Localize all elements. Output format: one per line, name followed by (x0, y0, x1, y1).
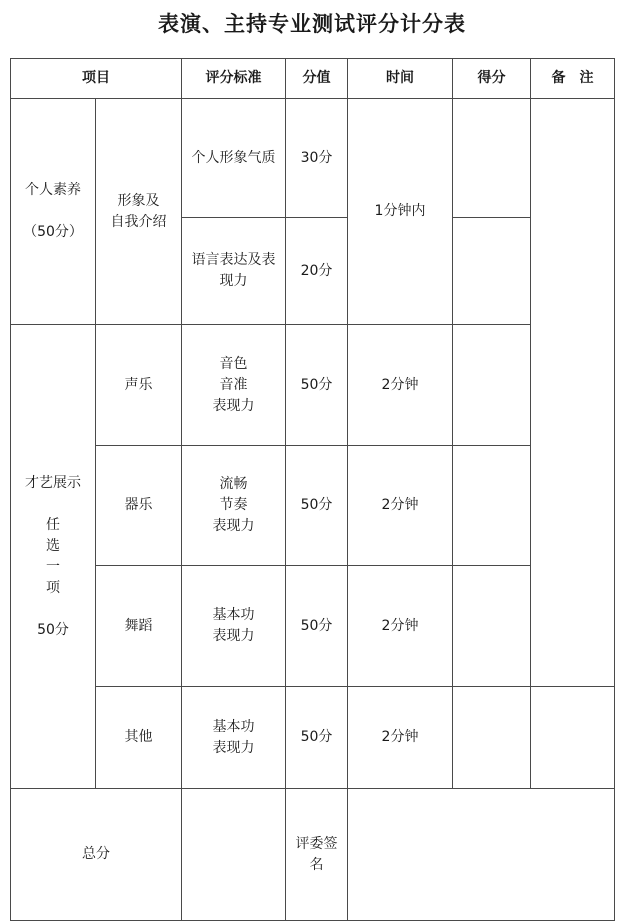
total-label: 总分 (11, 789, 182, 921)
section-talent-label: 才艺展示 任 选 一 项 50分 (11, 325, 96, 789)
score-cell (453, 218, 531, 325)
time-cell: 2分钟 (348, 566, 453, 687)
score-cell (453, 325, 531, 446)
scoring-table (10, 58, 615, 921)
score-cell (453, 99, 531, 218)
header-points: 分值 (286, 59, 348, 99)
criteria-cell: 语言表达及表 现力 (182, 218, 286, 325)
time-cell: 2分钟 (348, 446, 453, 566)
criteria-cell: 音色 音准 表现力 (182, 325, 286, 446)
remarks-cell (531, 687, 615, 789)
sub-item-cell: 器乐 (96, 446, 182, 566)
header-row (11, 59, 615, 99)
time-cell: 2分钟 (348, 687, 453, 789)
sub-item-image-intro: 形象及 自我介绍 (96, 99, 182, 325)
criteria-cell: 个人形象气质 (182, 99, 286, 218)
points-cell: 20分 (286, 218, 348, 325)
table-row (11, 687, 615, 789)
sub-item-cell: 其他 (96, 687, 182, 789)
points-cell: 50分 (286, 687, 348, 789)
table-row (11, 99, 615, 218)
points-cell: 50分 (286, 446, 348, 566)
score-cell (453, 446, 531, 566)
judge-signature-label: 评委签 名 (286, 789, 348, 921)
criteria-cell: 基本功 表现力 (182, 566, 286, 687)
page-title: 表演、主持专业测试评分计分表 (158, 12, 466, 36)
header-remarks: 备 注 (531, 59, 615, 99)
section-personal-label: 个人素养 （50分） (11, 99, 96, 325)
remarks-cell (531, 99, 615, 687)
sub-item-cell: 声乐 (96, 325, 182, 446)
points-cell: 50分 (286, 325, 348, 446)
sub-item-cell: 舞蹈 (96, 566, 182, 687)
time-cell: 2分钟 (348, 325, 453, 446)
score-cell (453, 687, 531, 789)
points-cell: 30分 (286, 99, 348, 218)
time-cell: 1分钟内 (348, 99, 453, 325)
score-cell (453, 566, 531, 687)
table-row (11, 566, 615, 687)
criteria-cell: 流畅 节奏 表现力 (182, 446, 286, 566)
points-cell: 50分 (286, 566, 348, 687)
header-item: 项目 (11, 59, 182, 99)
table-row (11, 325, 615, 446)
header-score: 得分 (453, 59, 531, 99)
header-criteria: 评分标准 (182, 59, 286, 99)
judge-signature-cell (348, 789, 615, 921)
table-row (11, 446, 615, 566)
header-time: 时间 (348, 59, 453, 99)
total-row (11, 789, 615, 921)
criteria-cell: 基本功 表现力 (182, 687, 286, 789)
total-score-cell (182, 789, 286, 921)
